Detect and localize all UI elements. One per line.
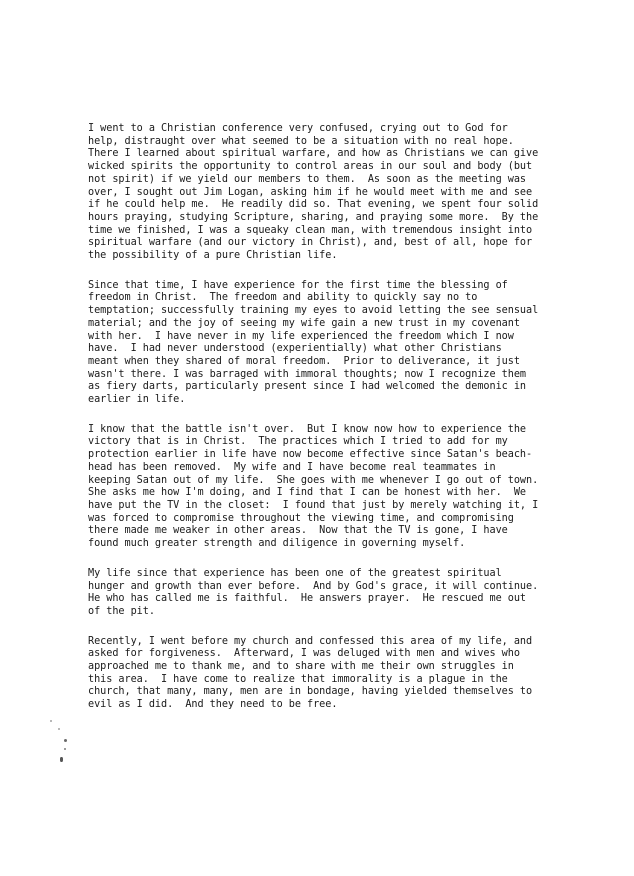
scan-speck <box>58 728 60 730</box>
text-line: spiritual warfare (and our victory in Christ), and, best of all, hope for <box>88 237 533 249</box>
text-line: evil as I did. And they need to be free. <box>88 699 338 711</box>
text-line: have. I had never understood (experientially) what other Christians <box>88 343 502 355</box>
text-line: if he could help me. He readily did so. That evening, we spent four solid <box>88 199 539 211</box>
text-line: keeping Satan out of my life. She goes with me whenever I go out of town. <box>88 474 539 486</box>
text-line: wicked spirits the opportunity to control areas in our soul and body (but <box>88 161 533 173</box>
paragraph-3 <box>88 424 558 551</box>
scan-speck <box>60 757 63 762</box>
scan-speck <box>64 739 67 742</box>
text-line: approached me to thank me, and to share with me their own struggles in <box>88 661 514 673</box>
text-line: Since that time, I have experience for the first time the blessing of <box>88 279 508 291</box>
text-line: over, I sought out Jim Logan, asking him if he would meet with me and see <box>88 186 533 198</box>
text-line: was forced to compromise throughout the viewing time, and compromising <box>88 512 514 524</box>
text-line: with her. I have never in my life experienced the freedom which I now <box>88 330 514 342</box>
text-line: of the pit. <box>88 605 155 617</box>
text-line: time we finished, I was a squeaky clean man, with tremendous insight into <box>88 224 533 236</box>
text-line: have put the TV in the closet: I found that just by merely watching it, I <box>88 499 539 511</box>
letter-body <box>88 123 558 729</box>
text-line: material; and the joy of seeing my wife gain a new trust in my covenant <box>88 317 520 329</box>
scan-speck <box>64 748 66 750</box>
text-line: hunger and growth than ever before. And by God's grace, it will continue. <box>88 580 539 592</box>
text-line: found much greater strength and diligence in governing myself. <box>88 538 466 550</box>
paragraph-2 <box>88 280 558 407</box>
text-line: victory that is in Christ. The practices which I tried to add for my <box>88 436 508 448</box>
text-line: wasn't there. I was barraged with immoral thoughts; now I recognize them <box>88 368 527 380</box>
scan-speck <box>50 720 52 722</box>
text-line: protection earlier in life have now become effective since Satan's beach- <box>88 449 533 461</box>
text-line: I went to a Christian conference very confused, crying out to God for <box>88 123 508 134</box>
text-line: She asks me how I'm doing, and I find that I can be honest with her. We <box>88 487 527 499</box>
text-line: there made me weaker in other areas. Now that the TV is gone, I have <box>88 525 508 537</box>
text-line: He who has called me is faithful. He answers prayer. He rescued me out <box>88 593 527 605</box>
text-line: as fiery darts, particularly present since I had welcomed the demonic in <box>88 381 527 393</box>
text-line: not spirit) if we yield our members to them. As soon as the meeting was <box>88 173 527 185</box>
text-line: Recently, I went before my church and confessed this area of my life, and <box>88 635 533 647</box>
text-line: hours praying, studying Scripture, sharing, and praying some more. By the <box>88 211 539 223</box>
paragraph-4 <box>88 568 558 619</box>
paragraph-5 <box>88 636 558 712</box>
text-line: asked for forgiveness. Afterward, I was deluged with men and wives who <box>88 648 520 660</box>
text-line: freedom in Christ. The freedom and ability to quickly say no to <box>88 292 478 304</box>
text-line: head has been removed. My wife and I have become real teammates in <box>88 461 496 473</box>
text-line: I know that the battle isn't over. But I know now how to experience the <box>88 423 527 435</box>
paragraph-1 <box>88 123 558 263</box>
text-line: earlier in life. <box>88 394 186 406</box>
text-line: help, distraught over what seemed to be a situation with no real hope. <box>88 135 514 147</box>
text-line: temptation; successfully training my eyes to avoid letting the see sensual <box>88 305 539 317</box>
text-line: There I learned about spiritual warfare, and how as Christians we can give <box>88 148 539 160</box>
text-line: My life since that experience has been one of the greatest spiritual <box>88 567 502 579</box>
text-line: church, that many, many, men are in bondage, having yielded themselves to <box>88 686 533 698</box>
text-line: meant when they shared of moral freedom. Prior to deliverance, it just <box>88 355 520 367</box>
text-line: this area. I have come to realize that immorality is a plague in the <box>88 673 508 685</box>
text-line: the possibility of a pure Christian life. <box>88 250 338 262</box>
